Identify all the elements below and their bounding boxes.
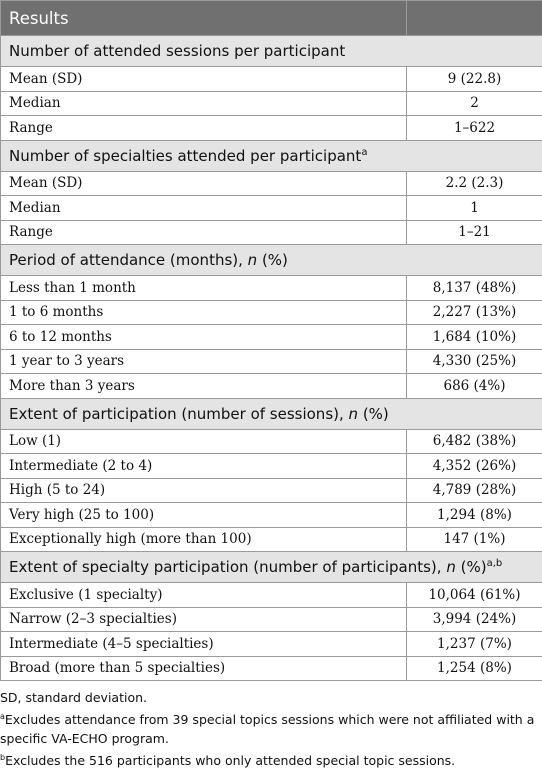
row-value: 2 [407, 91, 542, 116]
row-value: 1,294 (8%) [407, 503, 542, 528]
row-label: Exclusive (1 specialty) [1, 583, 407, 608]
row-label: Mean (SD) [1, 67, 407, 92]
row-label: Narrow (2–3 specialties) [1, 607, 407, 632]
row-label: Intermediate (2 to 4) [1, 454, 407, 479]
row-label: Exceptionally high (more than 100) [1, 527, 407, 552]
row-label: Mean (SD) [1, 171, 407, 196]
row-value: 686 (4%) [407, 374, 542, 399]
row-value: 1–21 [407, 220, 542, 245]
section-header-row [1, 140, 542, 171]
row-value: 1,237 (7%) [407, 632, 542, 657]
row-label: Median [1, 91, 407, 116]
row-label: Range [1, 220, 407, 245]
footnote: $^b$Excludes the 516 participants who only attended special topic sessions. [0, 753, 456, 769]
row-label: Intermediate (4–5 specialties) [1, 632, 407, 657]
row-value: 147 (1%) [407, 527, 542, 552]
section-title: Number of specialties attended per participant$^a$ [1, 140, 542, 171]
table-row [1, 632, 542, 657]
table-row [1, 300, 542, 325]
row-value: 1,254 (8%) [407, 656, 542, 681]
row-value: 8,137 (48%) [407, 276, 542, 301]
row-label: More than 3 years [1, 374, 407, 399]
row-label: Less than 1 month [1, 276, 407, 301]
footnote: SD, standard deviation. [0, 690, 147, 706]
row-label: Range [1, 116, 407, 141]
section-header-row [1, 398, 542, 429]
row-value: 2,227 (13%) [407, 300, 542, 325]
table-row [1, 656, 542, 681]
row-value: 2.2 (2.3) [407, 171, 542, 196]
section-title: Extent of participation (number of sessions), n (%) [1, 398, 542, 429]
table-row [1, 171, 542, 196]
row-label: Median [1, 196, 407, 221]
table-row [1, 527, 542, 552]
section-header-row [1, 245, 542, 276]
section-title: Extent of specialty participation (number of participants), n (%)$^{a,b}$ [1, 552, 542, 583]
row-label: 1 year to 3 years [1, 349, 407, 374]
row-label: Very high (25 to 100) [1, 503, 407, 528]
row-value: 3,994 (24%) [407, 607, 542, 632]
table-row [1, 503, 542, 528]
table-row [1, 91, 542, 116]
footnote-marker: a [361, 146, 368, 158]
row-label: Broad (more than 5 specialties) [1, 656, 407, 681]
table-row [1, 116, 542, 141]
table-row [1, 220, 542, 245]
header-value [407, 1, 542, 36]
section-header-row [1, 36, 542, 67]
row-value: 4,352 (26%) [407, 454, 542, 479]
table-header-row [1, 1, 542, 36]
row-label: High (5 to 24) [1, 478, 407, 503]
row-label: Low (1) [1, 429, 407, 454]
row-value: 6,482 (38%) [407, 429, 542, 454]
row-value: 1 [407, 196, 542, 221]
table-row [1, 429, 542, 454]
table-footnotes [0, 681, 542, 770]
row-label: 6 to 12 months [1, 325, 407, 350]
table-row [1, 67, 542, 92]
table-row [1, 325, 542, 350]
table-row [1, 583, 542, 608]
row-value: 1–622 [407, 116, 542, 141]
table-row [1, 276, 542, 301]
section-title: Number of attended sessions per participant [1, 36, 542, 67]
row-value: 10,064 (61%) [407, 583, 542, 608]
section-header-row [1, 552, 542, 583]
table-row [1, 374, 542, 399]
row-value: 4,330 (25%) [407, 349, 542, 374]
footnote: $^a$Excludes attendance from 39 special topics sessions which were not affiliated with a specific VA-ECHO program. [0, 712, 535, 747]
table-row [1, 196, 542, 221]
table-row [1, 607, 542, 632]
table-row [1, 478, 542, 503]
table-row [1, 454, 542, 479]
section-title: Period of attendance (months), n (%) [1, 245, 542, 276]
row-value: 9 (22.8) [407, 67, 542, 92]
row-value: 4,789 (28%) [407, 478, 542, 503]
row-value: 1,684 (10%) [407, 325, 542, 350]
table-row [1, 349, 542, 374]
header-title: Results [1, 1, 407, 36]
row-label: 1 to 6 months [1, 300, 407, 325]
footnote-marker: a,b [486, 558, 503, 569]
